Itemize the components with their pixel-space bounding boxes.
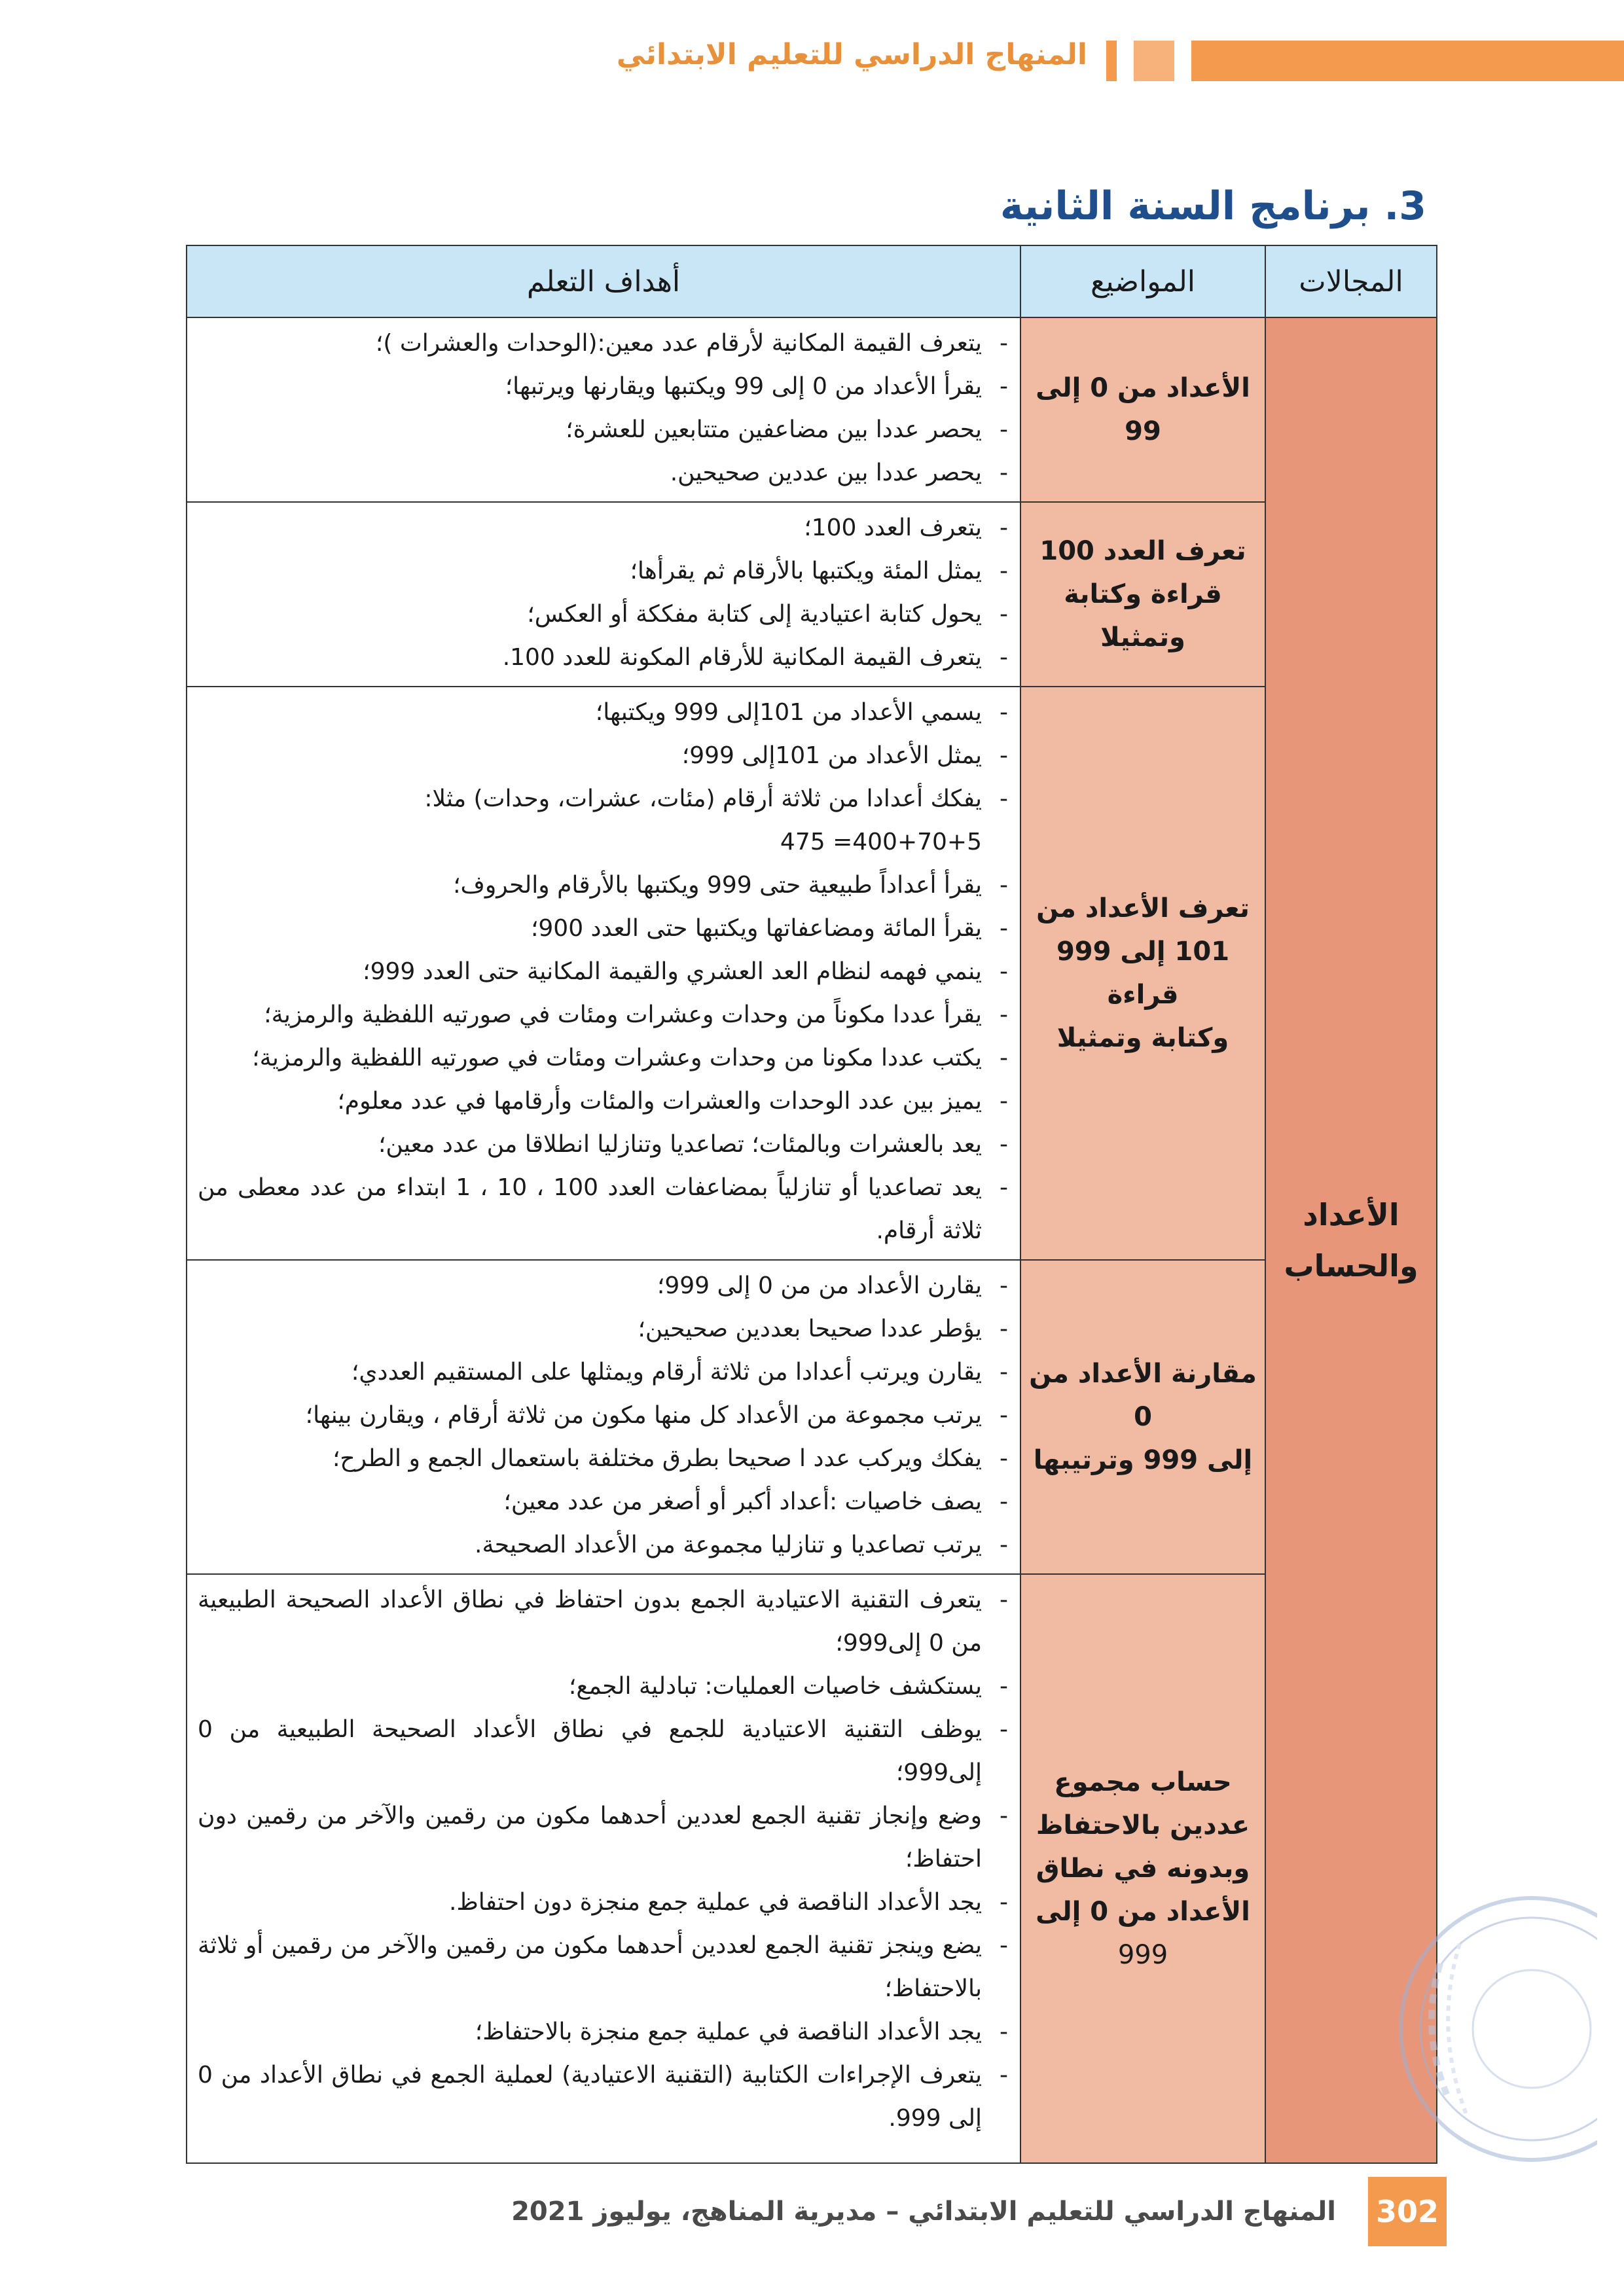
goals-cell bbox=[187, 1260, 1020, 1574]
topic-line: 101 إلى 999 قراءة bbox=[1056, 937, 1230, 1010]
topic-line: قراءة وكتابة وتمثيلا bbox=[1064, 579, 1222, 653]
goal-item: - وضع وإنجاز تقنية الجمع لعددين أحدهما مكون من رقمين والآخر من رقمين دون احتفاظ؛ bbox=[198, 1795, 1011, 1881]
table-row bbox=[187, 1574, 1437, 2163]
goals-cell bbox=[187, 687, 1020, 1260]
goal-item: - يعد تصاعديا أو تنازلياً بمضاعفات العدد 100 ، 10 ، 1 ابتداء من عدد معطى من ثلاثة أرقام. bbox=[198, 1166, 1011, 1253]
goal-item: - يرتب تصاعديا و تنازليا مجموعة من الأعداد الصحيحة. bbox=[198, 1524, 1011, 1567]
topic-line: حساب مجموع bbox=[1054, 1767, 1232, 1797]
topic-cell bbox=[1020, 687, 1265, 1260]
table-row bbox=[187, 502, 1437, 687]
header-domains: المجالات bbox=[1265, 245, 1437, 317]
goal-item: - يفكك أعدادا من ثلاثة أرقام (مئات، عشرات، وحدات) مثلا: bbox=[198, 778, 1011, 821]
header-topics: المواضيع bbox=[1020, 245, 1265, 317]
topic-line: إلى 999 وترتيبها bbox=[1033, 1445, 1253, 1475]
goals-cell bbox=[187, 317, 1020, 502]
topic-cell bbox=[1020, 317, 1265, 502]
goal-item: - يمثل الأعداد من 101إلى 999؛ bbox=[198, 734, 1011, 778]
table-row bbox=[187, 1260, 1437, 1574]
goal-item: - يسمي الأعداد من 101إلى 999 ويكتبها؛ bbox=[198, 691, 1011, 734]
goal-item: - يتعرف القيمة المكانية لأرقام عدد معين:(الوحدات والعشرات )؛ bbox=[198, 322, 1011, 365]
section-title: 3. برنامج السنة الثانية bbox=[1000, 183, 1426, 229]
topic-line: تعرف الأعداد من bbox=[1036, 893, 1250, 924]
topic-line: عددين بالاحتفاظ bbox=[1036, 1810, 1250, 1840]
goal-item: - يستكشف خاصيات العمليات: تبادلية الجمع؛ bbox=[198, 1665, 1011, 1708]
goal-item: - يقرأ الأعداد من 0 إلى 99 ويكتبها ويقارنها ويرتبها؛ bbox=[198, 365, 1011, 408]
goal-item: - يصف خاصيات :أعداد أكبر أو أصغر من عدد معين؛ bbox=[198, 1480, 1011, 1524]
topic-cell bbox=[1020, 1574, 1265, 2163]
goal-item: - يميز بين عدد الوحدات والعشرات والمئات وأرقامها في عدد معلوم؛ bbox=[198, 1080, 1011, 1123]
ministry-stamp-icon bbox=[1362, 1885, 1597, 2173]
goal-item: - يمثل المئة ويكتبها بالأرقام ثم يقرأها؛ bbox=[198, 550, 1011, 593]
goal-item: - يجد الأعداد الناقصة في عملية جمع منجزة بالاحتفاظ؛ bbox=[198, 2011, 1011, 2054]
topic-line: مقارنة الأعداد من 0 bbox=[1029, 1359, 1257, 1432]
domain-line: الأعداد bbox=[1303, 1197, 1399, 1232]
goal-item: - يرتب مجموعة من الأعداد كل منها مكون من ثلاثة أرقام ، ويقارن بينها؛ bbox=[198, 1394, 1011, 1437]
header-title: المنهاج الدراسي للتعليم الابتدائي bbox=[616, 38, 1087, 71]
goal-item: - يجد الأعداد الناقصة في عملية جمع منجزة دون احتفاظ. bbox=[198, 1881, 1011, 1924]
goal-item: - يقرأ المائة ومضاعفاتها ويكتبها حتى العدد 900؛ bbox=[198, 907, 1011, 950]
goals-cell bbox=[187, 502, 1020, 687]
topic-cell bbox=[1020, 502, 1265, 687]
goal-item: - يتعرف التقنية الاعتيادية الجمع بدون احتفاظ في نطاق الأعداد الصحيحة الطبيعية من 0 إلى999؛ bbox=[198, 1579, 1011, 1665]
goal-item: - ينمي فهمه لنظام العد العشري والقيمة المكانية حتى العدد 999؛ bbox=[198, 950, 1011, 994]
topic-line: الأعداد من 0 إلى bbox=[1036, 1897, 1250, 1927]
topic-line: الأعداد من 0 إلى 99 bbox=[1036, 373, 1250, 446]
page-number: 302 bbox=[1368, 2177, 1447, 2246]
goal-item: - يتعرف القيمة المكانية للأرقام المكونة للعدد 100. bbox=[198, 636, 1011, 679]
header-accent-bar bbox=[1191, 41, 1624, 81]
goals-cell bbox=[187, 1574, 1020, 2163]
goal-item: - يؤطر عددا صحيحا بعددين صحيحين؛ bbox=[198, 1308, 1011, 1351]
goal-item: - يتعرف العدد 100؛ bbox=[198, 507, 1011, 550]
topic-line: تعرف العدد 100 bbox=[1039, 536, 1246, 566]
topic-line: وكتابة وتمثيلا bbox=[1056, 1023, 1229, 1053]
goal-item: - يكتب عددا مكونا من وحدات وعشرات ومئات في صورتيه اللفظية والرمزية؛ bbox=[198, 1037, 1011, 1080]
footer-text: المنهاج الدراسي للتعليم الابتدائي – مديرية المناهج، يوليوز 2021 bbox=[511, 2197, 1336, 2227]
topic-line: 999 bbox=[1117, 1940, 1168, 1970]
goal-item: - يوظف التقنية الاعتيادية للجمع في نطاق الأعداد الصحيحة الطبيعية من 0 إلى999؛ bbox=[198, 1708, 1011, 1795]
header-accent-stripe bbox=[1106, 41, 1117, 81]
goal-item: - يعد بالعشرات وبالمئات؛ تصاعديا وتنازليا انطلاقا من عدد معين؛ bbox=[198, 1123, 1011, 1166]
table-row bbox=[187, 317, 1437, 502]
topic-line: وبدونه في نطاق bbox=[1036, 1854, 1250, 1884]
goal-item: - يحصر عددا بين مضاعفين متتابعين للعشرة؛ bbox=[198, 408, 1011, 452]
goal-item: - يحول كتابة اعتيادية إلى كتابة مفككة أو العكس؛ bbox=[198, 593, 1011, 636]
goal-item: 475 =400+70+5 bbox=[780, 829, 982, 855]
header-accent-square bbox=[1134, 41, 1174, 81]
goal-item: - يقارن ويرتب أعدادا من ثلاثة أرقام ويمثلها على المستقيم العددي؛ bbox=[198, 1351, 1011, 1394]
topic-cell bbox=[1020, 1260, 1265, 1574]
goal-item: - يحصر عددا بين عددين صحيحين. bbox=[198, 452, 1011, 495]
goal-item: - يقرأ عددا مكوناً من وحدات وعشرات ومئات في صورتيه اللفظية والرمزية؛ bbox=[198, 994, 1011, 1037]
domain-line: والحساب bbox=[1284, 1248, 1418, 1283]
goal-item: - يتعرف الإجراءات الكتابية (التقنية الاعتيادية) لعملية الجمع في نطاق الأعداد من 0 إلى 999. bbox=[198, 2054, 1011, 2140]
header-goals: أهداف التعلم bbox=[187, 245, 1020, 317]
goal-item: - يقارن الأعداد من من 0 إلى 999؛ bbox=[198, 1265, 1011, 1308]
goal-item: - يفكك ويركب عدد ا صحيحا بطرق مختلفة باستعمال الجمع و الطرح؛ bbox=[198, 1437, 1011, 1480]
table-row bbox=[187, 687, 1437, 1260]
curriculum-table bbox=[186, 245, 1437, 2164]
goal-item: - يقرأ أعداداً طبيعية حتى 999 ويكتبها بالأرقام والحروف؛ bbox=[198, 864, 1011, 907]
table-header-row bbox=[187, 245, 1437, 317]
goal-item: - يضع وينجز تقنية الجمع لعددين أحدهما مكون من رقمين والآخر من رقمين أو ثلاثة بالاحتفاظ؛ bbox=[198, 1924, 1011, 2011]
